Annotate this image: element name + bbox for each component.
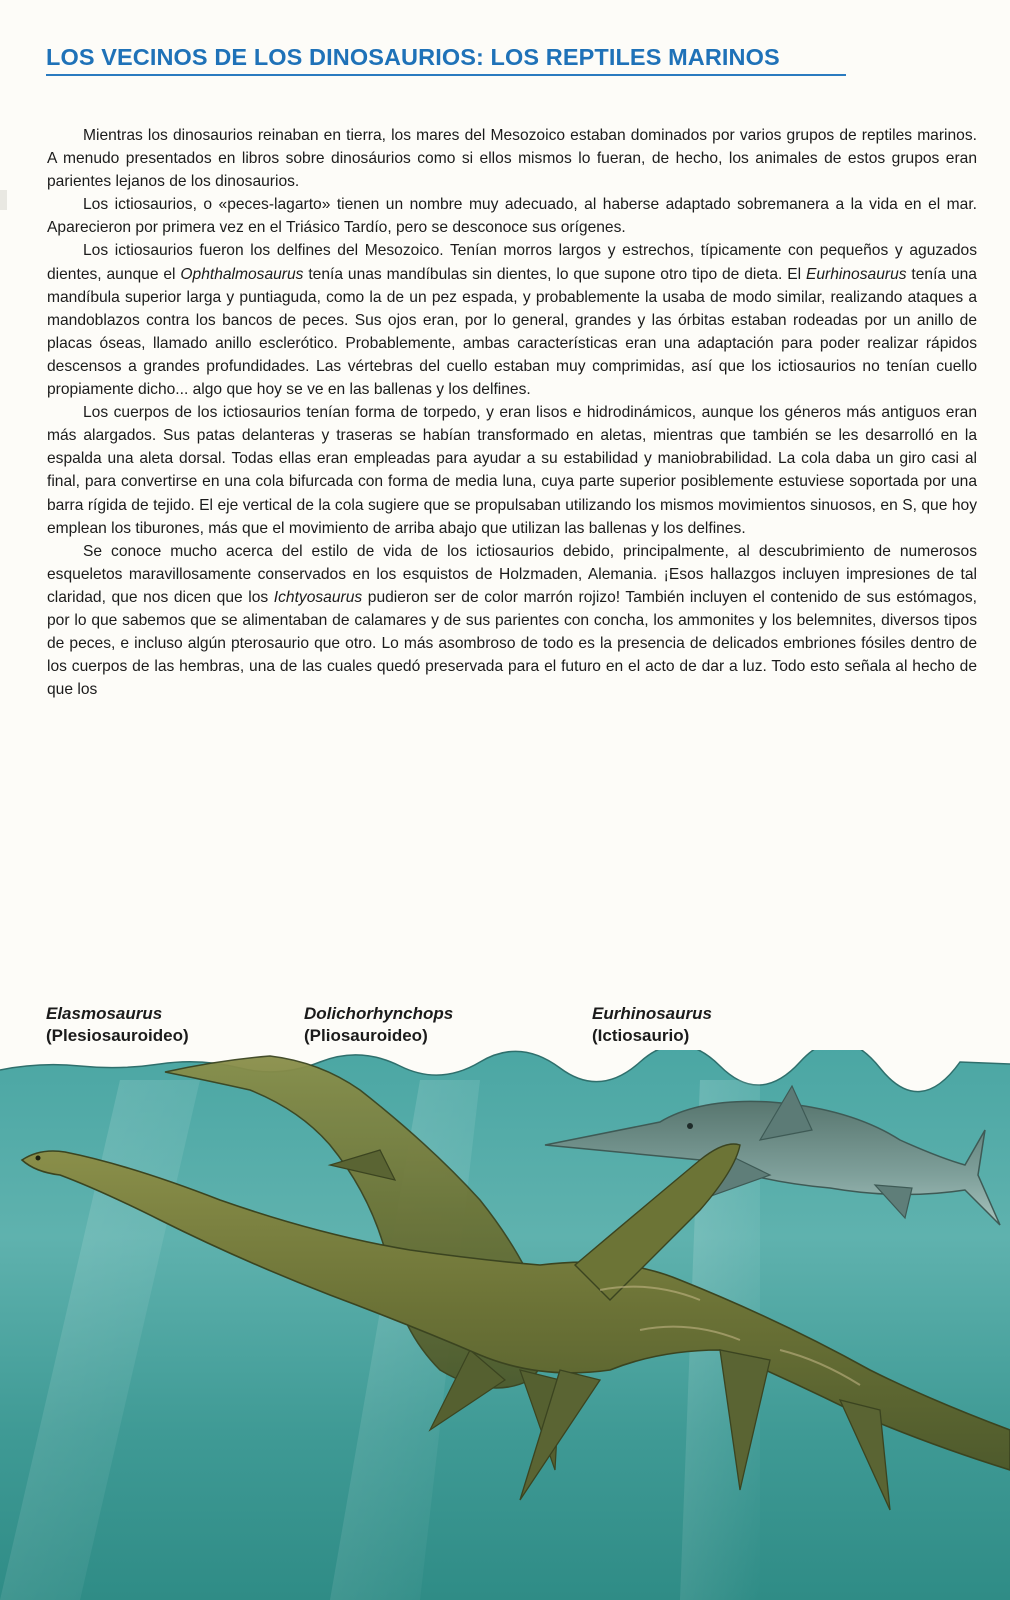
text-run: Se conoce mucho acerca del estilo de vida de los ictiosaurios debido, principalmente, al descubrimiento de numerosos esqueletos maravillosamente conservados en los esquistos de Holzmaden, Alemania. ¡Esos hallazgos incluyen impresiones de tal claridad, que nos dicen que los — [47, 542, 977, 606]
text-run: Los cuerpos de los ictiosaurios tenían forma de torpedo, y eran lisos e hidrodinámicos, aunque los géneros más antiguos eran más alargados. Sus patas delanteras y traseras se habían transformado en aletas, mientras que también se les desarrolló en la espalda una aleta dorsal. Todas ellas eran empleadas para ayudar a su estabilidad y maniobrabilidad. La cola daba un giro casi al final, para convertirse en una cola bifurcada con forma de media luna, cuya parte superior posiblemente estuviese soportada por una barra rígida de tejido. El eje vertical de la cola sugiere que se propulsaban utilizando los mismos movimientos sinuosos, en S, que hoy emplean los tiburones, más que el movimiento de arriba abajo que utilizan las ballenas y los delfines. — [47, 404, 977, 537]
article-body — [47, 124, 977, 701]
text-run: Los ictiosaurios fueron los delfines del Mesozoico. Tenían morros largos y estrechos, típicamente con pequeños y aguzados dientes, aunque el — [47, 242, 977, 283]
paragraph — [47, 540, 977, 702]
caption-elasmosaurus — [46, 1003, 189, 1047]
paragraph — [47, 239, 977, 401]
caption-eurhinosaurus — [592, 1003, 712, 1047]
italic-genus-name: Eurhinosaurus — [805, 265, 907, 283]
caption-genus: Eurhinosaurus — [592, 1004, 712, 1023]
italic-genus-name: Ichtyosaurus — [273, 588, 363, 606]
text-run: pudieron ser de color marrón rojizo! También incluyen el contenido de sus estómagos, por lo que sabemos que se alimentaban de calamares y de sus parientes con concha, los ammonites y los belemnites, diversos tipos de peces, e incluso algún pterosaurio que otro. Lo más asombroso de todo es la presencia de delicados embriones fósiles dentro de los cuerpos de las hembras, una de las cuales quedó preservada para el futuro en el acto de dar a luz. Todo esto señala al hecho de que los — [47, 588, 978, 699]
caption-genus: Elasmosaurus — [46, 1004, 163, 1023]
caption-group: (Pliosauroideo) — [304, 1026, 428, 1045]
caption-dolichorhynchops — [304, 1003, 453, 1047]
caption-genus: Dolichorhynchops — [304, 1004, 454, 1023]
text-run: tenía una mandíbula superior larga y puntiaguda, como la de un pez espada, y probablemente la usaba de modo similar, realizando ataques a mandoblazos contra los bancos de peces. Sus ojos eran, por lo general, grandes y las órbitas estaban rodeadas por un anillo de placas óseas, llamado anillo esclerótico. Probablemente, ambas características eran una adaptación para poder realizar rápidos descensos a grandes profundidades. Las vértebras del cuello estaban muy comprimidas, así que los ictiosaurios no tenían cuello propiamente dicho... algo que hoy se ve en las ballenas y los delfines. — [47, 265, 977, 399]
caption-group: (Plesiosauroideo) — [46, 1026, 189, 1045]
caption-group: (Ictiosaurio) — [592, 1026, 690, 1045]
page-edge-mark — [0, 190, 7, 210]
text-run: Mientras los dinosaurios reinaban en tierra, los mares del Mesozoico estaban dominados por varios grupos de reptiles marinos. A menudo presentados en libros sobre dinosáurios como si ellos mismos lo fueran, de hecho, los animales de estos grupos eran parientes lejanos de los dinosaurios. — [47, 127, 977, 191]
page-title: LOS VECINOS DE LOS DINOSAURIOS: LOS REPTILES MARINOS — [46, 44, 846, 76]
paragraph — [47, 124, 977, 193]
italic-genus-name: Ophthalmosaurus — [180, 265, 304, 283]
paragraph — [47, 401, 977, 540]
marine-reptiles-illustration — [0, 1050, 1010, 1600]
text-run: tenía unas mandíbulas sin dientes, lo que supone otro tipo de dieta. El — [303, 265, 806, 283]
text-run: Los ictiosaurios, o «peces-lagarto» tienen un nombre muy adecuado, al haberse adaptado sobremanera a la vida en el mar. Aparecieron por primera vez en el Triásico Tardío, pero se desconoce sus orígenes. — [47, 196, 977, 237]
paragraph — [47, 193, 977, 239]
